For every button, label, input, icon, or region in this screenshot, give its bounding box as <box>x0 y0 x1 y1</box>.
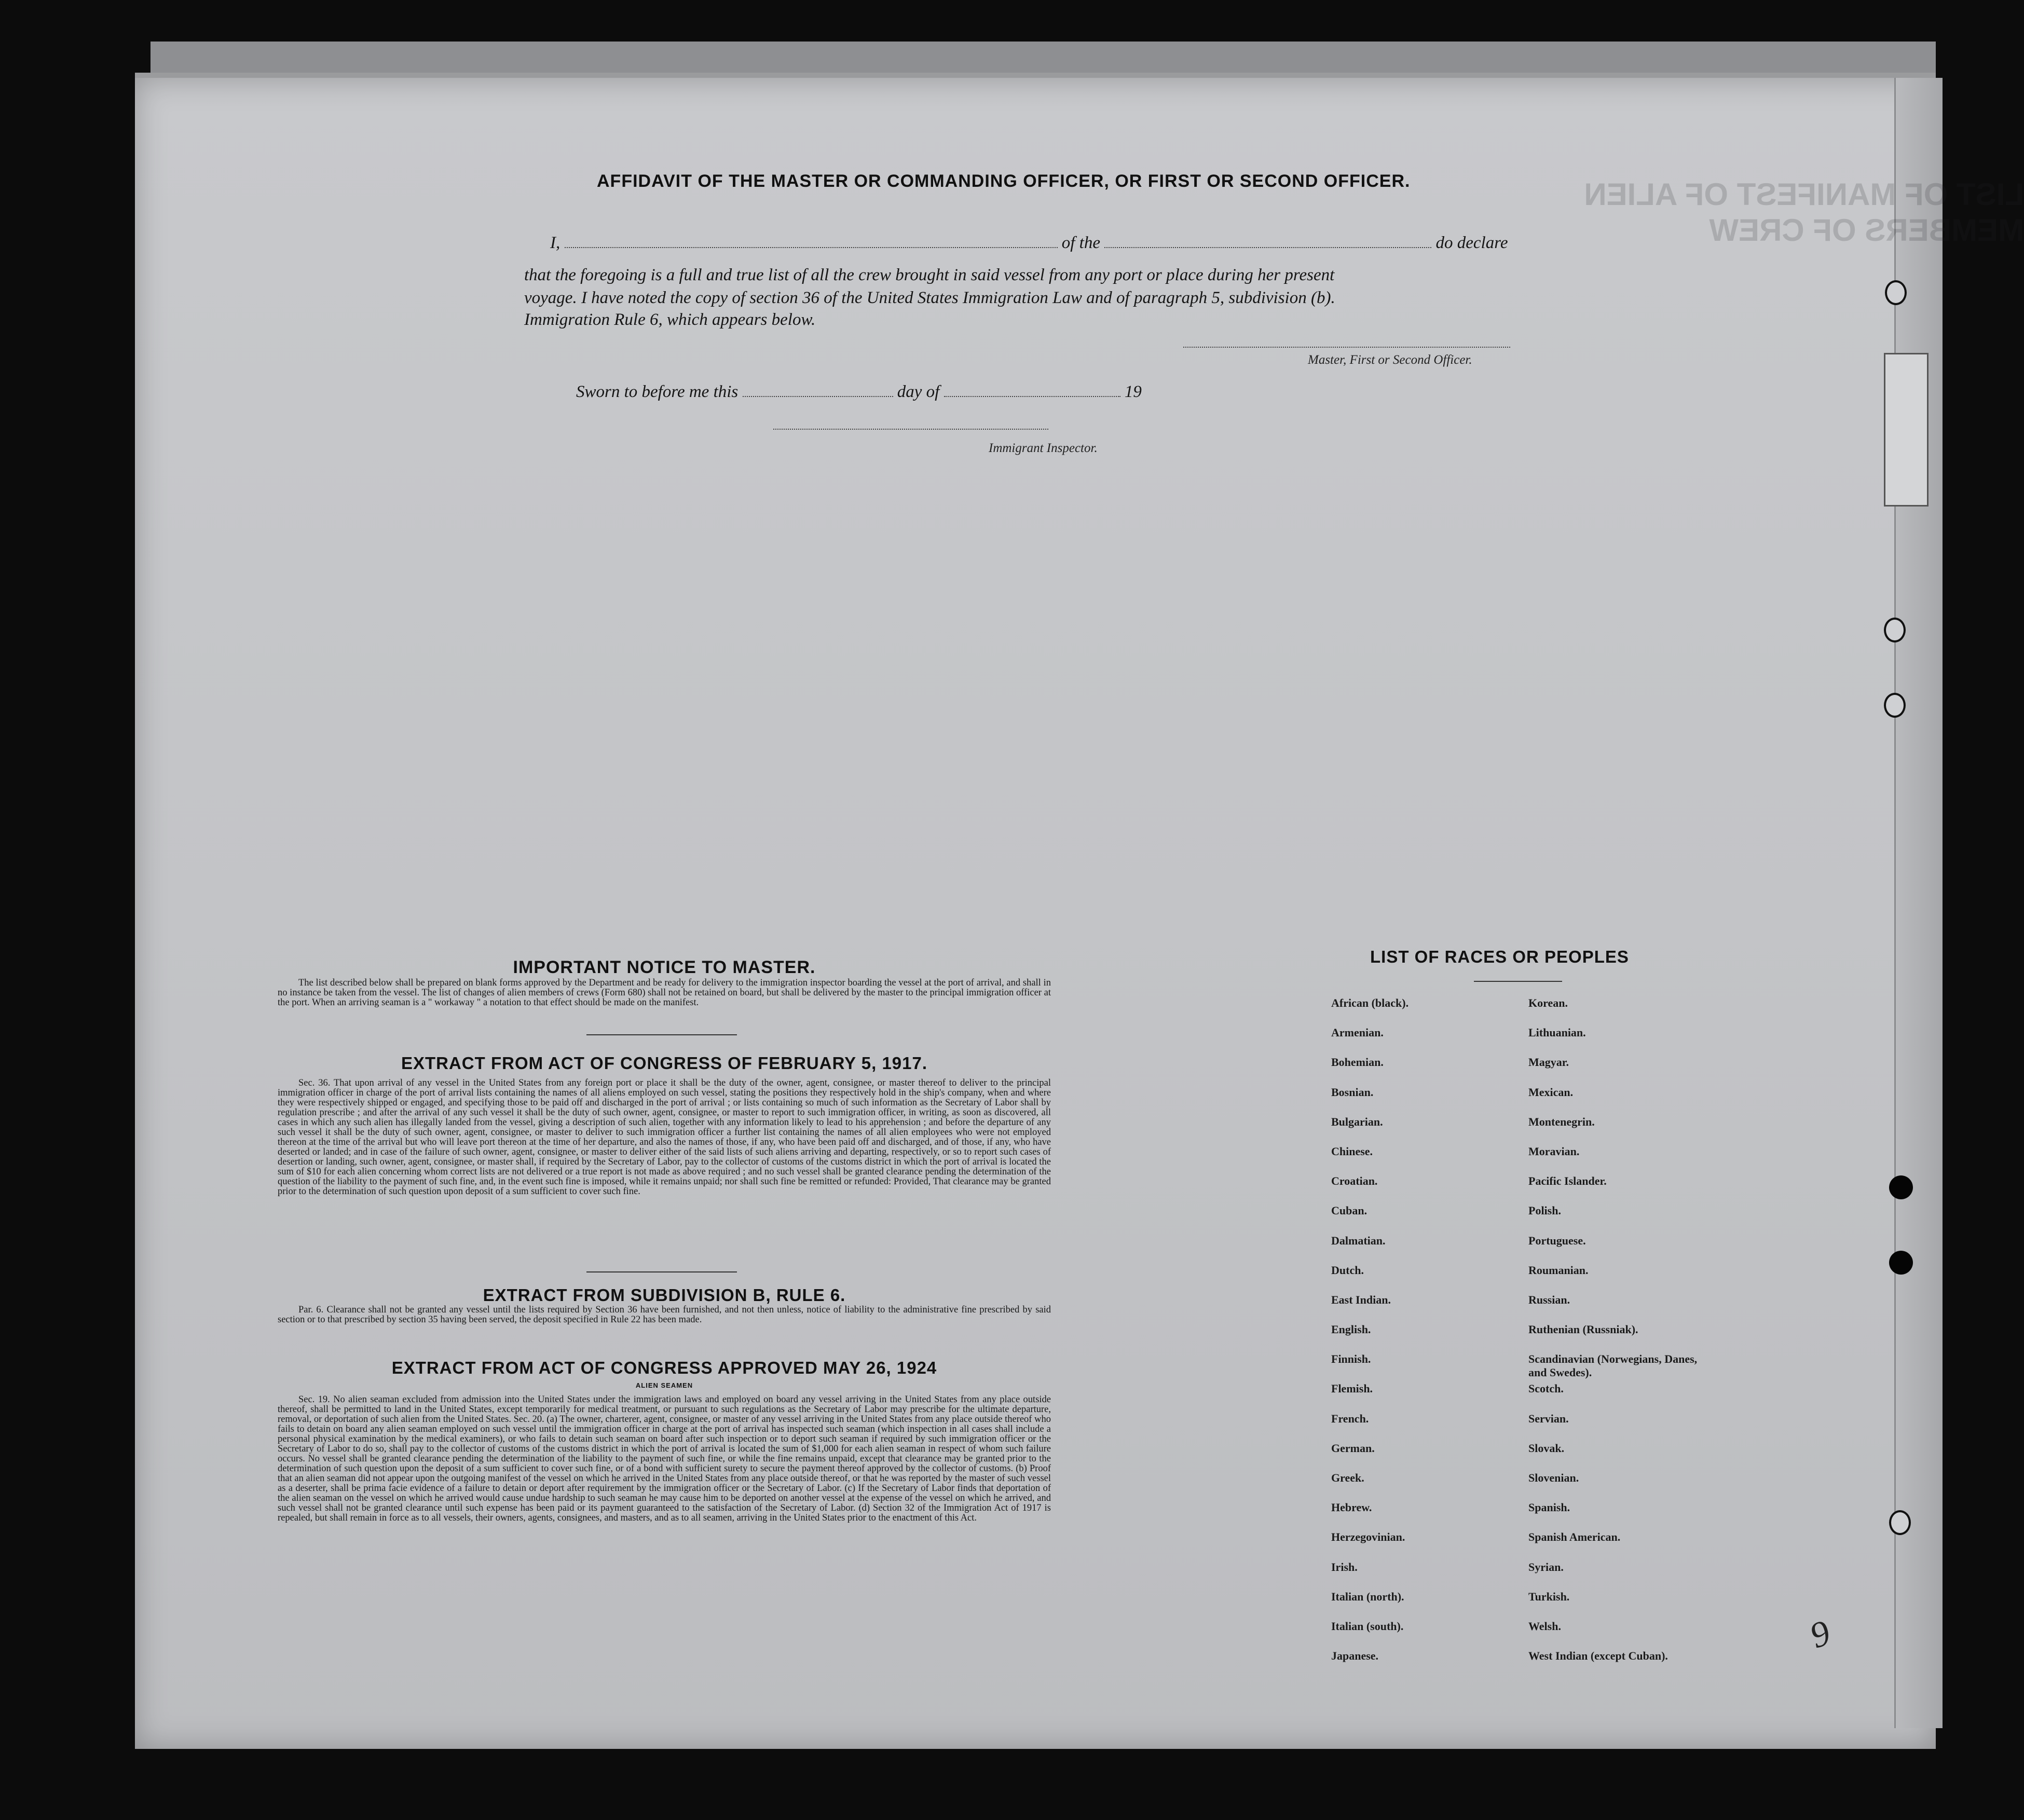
affidavit-line-1 <box>550 232 1508 253</box>
race-item: Moravian. <box>1528 1144 1580 1158</box>
race-item: Welsh. <box>1528 1619 1561 1633</box>
race-item: Dalmatian. <box>1331 1234 1386 1247</box>
divider-1 <box>586 1034 737 1035</box>
race-item: Hebrew. <box>1331 1501 1372 1514</box>
name-blank[interactable] <box>565 232 1058 248</box>
sworn-day-blank[interactable] <box>743 381 893 397</box>
extract-1917-body: Sec. 36. That upon arrival of any vessel in the United States from any foreign port or place it shall be the duty of the owner, agent, consignee, or master thereof to deliver to the principal immigration officer in charge of the port of arrival lists containing the names of all aliens employed on such vessel, stating the positions they respectively hold in the ship's company, when and where they were respectively shipped or engaged, and specifying those to be paid off and discharged in the port of arrival ; or lists containing so much of such information as the Secretary of Labor shall by regulation prescribe ; and after the arrival of any such vessel it shall be the duty of such owner, agent, consignee, or master to report to such immigration officer, in writing, as soon as discovered, all cases in which any such alien has illegally landed from the vessel, giving a description of such alien, together with any information likely to lead to his apprehension ; and before the departure of any such vessel it shall be the duty of such owner, agent, consignee, or master to deliver to such immigration officer a further list containing the names of all alien employees who were not employed thereon at the time of the arrival but who will leave port thereon at the time of her departure, and also the names of those, if any, who have been paid off and discharged, and of those, if any, who have deserted or landed; and in case of the failure of such owner, agent, consignee, or master to deliver either of the said lists of such aliens arriving and departing, respectively, or so to report such cases of desertion or landing, such owner, agent, consignee, or master shall, if required by the Secretary of Labor, pay to the collector of customs of the customs district in which the port of arrival is located the sum of $10 for each alien concerning whom correct lists are not delivered or a true report is not made as above required ; and no such vessel shall be granted clearance pending the determination of the question of the liability to the payment of such fine, and, in the event such fine is imposed, while it remains unpaid; nor shall such fine be remitted or refunded: Provided, That clearance may be granted prior to the determination of such question upon deposit of a sum sufficient to cover such fine. <box>278 1078 1051 1197</box>
race-item: Syrian. <box>1528 1560 1564 1573</box>
race-item: Italian (north). <box>1331 1590 1404 1603</box>
races-divider <box>1474 981 1562 982</box>
year-prefix: 19 <box>1124 382 1142 401</box>
binder-hole-icon <box>1884 618 1906 642</box>
races-right-column <box>1528 996 1705 1679</box>
race-item: Croatian. <box>1331 1174 1378 1188</box>
race-item: Irish. <box>1331 1560 1358 1573</box>
notice-title: IMPORTANT NOTICE TO MASTER. <box>513 957 816 977</box>
bleed-through-text: LIST OF MANIFEST OF ALIEN MEMBERS OF CREW <box>1584 177 2024 248</box>
binder-hole-icon <box>1884 693 1906 718</box>
race-item: Armenian. <box>1331 1026 1384 1039</box>
race-item: Slovak. <box>1528 1441 1565 1455</box>
page-tab <box>1884 353 1929 507</box>
punched-hole-icon <box>1889 1175 1913 1199</box>
race-item: Greek. <box>1331 1471 1364 1484</box>
race-item: Mexican. <box>1528 1085 1574 1099</box>
races-left-column <box>1331 996 1408 1679</box>
extract-1924-body: Sec. 19. No alien seaman excluded from admission into the United States under the immigration laws and employed on board any vessel arriving in the United States from any place outside thereof, shall be permitted to land in the United States, except temporarily for medical treatment, or pursuant to such regulations as the Secretary of Labor may prescribe for the ultimate departure, removal, or deportation of such alien from the United States. Sec. 20. (a) The owner, charterer, agent, consignee, or master of any vessel arriving in the United States from any place outside thereof who fails to detain on board any alien seaman employed on such vessel until the immigration officer in charge at the port of arrival has inspected such seaman (which inspection in all cases shall include a personal physical examination by the medical examiners), or who fails to detain such seaman on board after such inspection or to deport such seaman if required by such immigration officer or the Secretary of Labor to do so, shall pay to the collector of customs of the customs district in which the port of arrival is located the sum of $1,000 for each alien seaman in respect of whom such failure occurs. No vessel shall be granted clearance pending the determination of the liability to the payment of such fine, or while the fine remains unpaid, except that clearance may be granted prior to the determination of such question upon the deposit of a sum sufficient to cover such fine, or of a bond with sufficient surety to secure the payment thereof approved by the collector of customs. (b) Proof that an alien seaman did not appear upon the outgoing manifest of the vessel on which he arrived in the United States from any place outside thereof, or that he was reported by the master of such vessel as a deserter, shall be prima facie evidence of a failure to detain or deport after requirement by the immigration officer or the Secretary of Labor. (c) If the Secretary of Labor finds that deportation of the alien seaman on the vessel on which he arrived would cause undue hardship to such seaman he may cause him to be deported on another vessel at the expense of the vessel on which he arrived, and such vessel shall not be granted clearance until such expense has been paid or its payment guaranteed to the satisfaction of the Secretary of Labor. (d) Section 32 of the Immigration Act of 1917 is repealed, but shall remain in force as to all vessels, their owners, agents, consignees, and masters, and as to all seamen, arriving in the United States prior to the enactment of this Act. <box>278 1394 1051 1523</box>
race-item: Magyar. <box>1528 1056 1569 1069</box>
race-item: Flemish. <box>1331 1382 1373 1395</box>
race-item: Chinese. <box>1331 1144 1373 1158</box>
race-item: East Indian. <box>1331 1293 1391 1306</box>
race-item: Montenegrin. <box>1528 1115 1595 1128</box>
race-item: West Indian (except Cuban). <box>1528 1649 1668 1663</box>
punched-hole-icon <box>1889 1251 1913 1275</box>
race-item: Ruthenian (Russniak). <box>1528 1323 1638 1336</box>
race-item: Herzegovinian. <box>1331 1530 1405 1544</box>
sworn-line <box>576 381 1142 402</box>
race-item: Dutch. <box>1331 1263 1364 1277</box>
race-item: Lithuanian. <box>1528 1026 1586 1039</box>
extract-1917-title: EXTRACT FROM ACT OF CONGRESS OF FEBRUARY 5, 1917. <box>401 1053 928 1073</box>
race-item: Slovenian. <box>1528 1471 1579 1484</box>
race-item: Bosnian. <box>1331 1085 1374 1099</box>
notice-body: The list described below shall be prepared on blank forms approved by the Department and be ready for delivery to the immigration inspector boarding the vessel at the port of arrival, and shall in no instance be taken from the vessel. The list of changes of alien members of crews (Form 680) shall not be retained on board, but shall be delivered by the master to the principal immigration officer at the port. When an arriving seaman is a " workaway " a notation to that effect should be made on the manifest. <box>278 978 1051 1008</box>
master-signature-line[interactable] <box>1183 347 1510 348</box>
race-item: Polish. <box>1528 1204 1561 1217</box>
affidavit-line-3: voyage. I have noted the copy of section 36 of the United States Immigration Law and of paragraph 5, subdivision (b). <box>524 289 1335 307</box>
vessel-blank[interactable] <box>1104 232 1431 248</box>
page-edge <box>1894 78 1943 1728</box>
race-item: English. <box>1331 1323 1371 1336</box>
sworn-month-blank[interactable] <box>944 381 1120 397</box>
affidavit-line-4: Immigration Rule 6, which appears below. <box>524 310 816 329</box>
extract-1924-subtitle: ALIEN SEAMEN <box>635 1381 693 1389</box>
race-item: Finnish. <box>1331 1352 1371 1366</box>
binder-hole-icon <box>1885 280 1907 305</box>
race-item: Spanish. <box>1528 1501 1570 1514</box>
master-signature-label: Master, First or Second Officer. <box>1308 353 1472 367</box>
handwritten-page-number: 9 <box>1804 1612 1836 1657</box>
extract-1924-title: EXTRACT FROM ACT OF CONGRESS APPROVED MAY 26, 1924 <box>391 1358 937 1377</box>
race-item: Russian. <box>1528 1293 1570 1306</box>
race-item: Italian (south). <box>1331 1619 1404 1633</box>
day-of-text: day of <box>897 382 940 401</box>
affidavit-of-the: of the <box>1061 234 1100 252</box>
inspector-label: Immigrant Inspector. <box>989 441 1098 455</box>
race-item: Scotch. <box>1528 1382 1564 1395</box>
races-title: LIST OF RACES OR PEOPLES <box>1370 947 1629 966</box>
race-item: Bulgarian. <box>1331 1115 1383 1128</box>
race-item: Pacific Islander. <box>1528 1174 1607 1188</box>
race-item: Bohemian. <box>1331 1056 1384 1069</box>
affidavit-title: AFFIDAVIT OF THE MASTER OR COMMANDING OFFICER, OR FIRST OR SECOND OFFICER. <box>597 171 1411 191</box>
race-item: Roumanian. <box>1528 1263 1589 1277</box>
binder-hole-icon <box>1889 1510 1911 1535</box>
race-item: Servian. <box>1528 1412 1569 1425</box>
sworn-text: Sworn to before me this <box>576 382 739 401</box>
divider-2 <box>586 1271 737 1272</box>
affidavit-i: I, <box>550 234 560 252</box>
race-item: Korean. <box>1528 996 1568 1009</box>
race-item: Scandinavian (Norwegians, Danes, and Swedes). <box>1528 1352 1698 1379</box>
race-item: German. <box>1331 1441 1375 1455</box>
race-item: Portuguese. <box>1528 1234 1586 1247</box>
affidavit-line-2: that the foregoing is a full and true list of all the crew brought in said vessel from any port or place during her present <box>524 266 1335 284</box>
race-item: Cuban. <box>1331 1204 1367 1217</box>
extract-rule6-title: EXTRACT FROM SUBDIVISION B, RULE 6. <box>483 1285 846 1305</box>
race-item: French. <box>1331 1412 1369 1425</box>
extract-rule6-body: Par. 6. Clearance shall not be granted any vessel until the lists required by Section 36 have been furnished, and not then unless, notice of liability to the administrative fine prescribed by said section or to that prescribed by section 35 having been served, the deposit specified in Rule 22 has been made. <box>278 1305 1051 1325</box>
race-item: African (black). <box>1331 996 1409 1009</box>
race-item: Japanese. <box>1331 1649 1379 1663</box>
race-item: Spanish American. <box>1528 1530 1621 1544</box>
race-item: Turkish. <box>1528 1590 1570 1603</box>
inspector-signature-line[interactable] <box>773 429 1048 430</box>
affidavit-do-declare: do declare <box>1435 234 1508 252</box>
